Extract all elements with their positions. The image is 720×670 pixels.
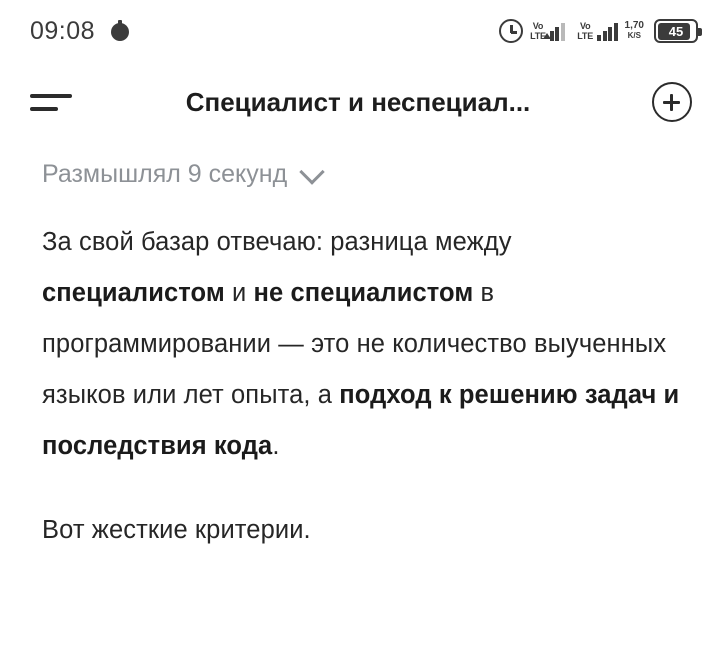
body-text: в программировании — это не количество выученных языков или лет опыта, а [42, 279, 667, 409]
body-text: . [272, 432, 280, 460]
network-speed-indicator: 1,70 K/S [624, 20, 644, 40]
conversation-content [0, 142, 720, 556]
alarm-clock-icon [109, 20, 131, 42]
message-paragraph [42, 217, 680, 472]
emphasized-text: не специалистом [253, 279, 474, 307]
sim1-status [530, 21, 570, 41]
page-title: Специалист и неспециал... [185, 86, 531, 117]
sim1-network-label: Vo LTE [530, 21, 546, 41]
thinking-disclosure[interactable] [42, 160, 680, 189]
status-bar-left [30, 17, 131, 46]
chevron-down-icon[interactable] [299, 159, 324, 184]
battery-level: 45 [668, 23, 684, 39]
battery-icon [654, 19, 698, 43]
thinking-label: Размышлял 9 секунд [42, 160, 288, 188]
status-clock: 09:08 [30, 16, 96, 45]
app-bar [0, 62, 720, 142]
message-body [42, 217, 680, 556]
clock-icon [499, 19, 523, 43]
status-bar [0, 0, 720, 62]
signal-bars-icon [550, 21, 571, 41]
emphasized-text: подход к решению задач и последствия кода [42, 381, 680, 460]
status-bar-right [499, 19, 698, 43]
body-text: За свой базар отвечаю: разница между [42, 228, 512, 256]
body-text: и [224, 279, 254, 307]
signal-bars-icon [597, 21, 618, 41]
emphasized-text: специалистом [42, 279, 225, 307]
plus-circle-icon[interactable] [652, 82, 692, 122]
body-text: Вот жесткие критерии. [42, 516, 311, 544]
sim2-status [577, 21, 617, 41]
message-paragraph [42, 505, 680, 556]
sim2-network-label: Vo LTE [577, 21, 594, 41]
